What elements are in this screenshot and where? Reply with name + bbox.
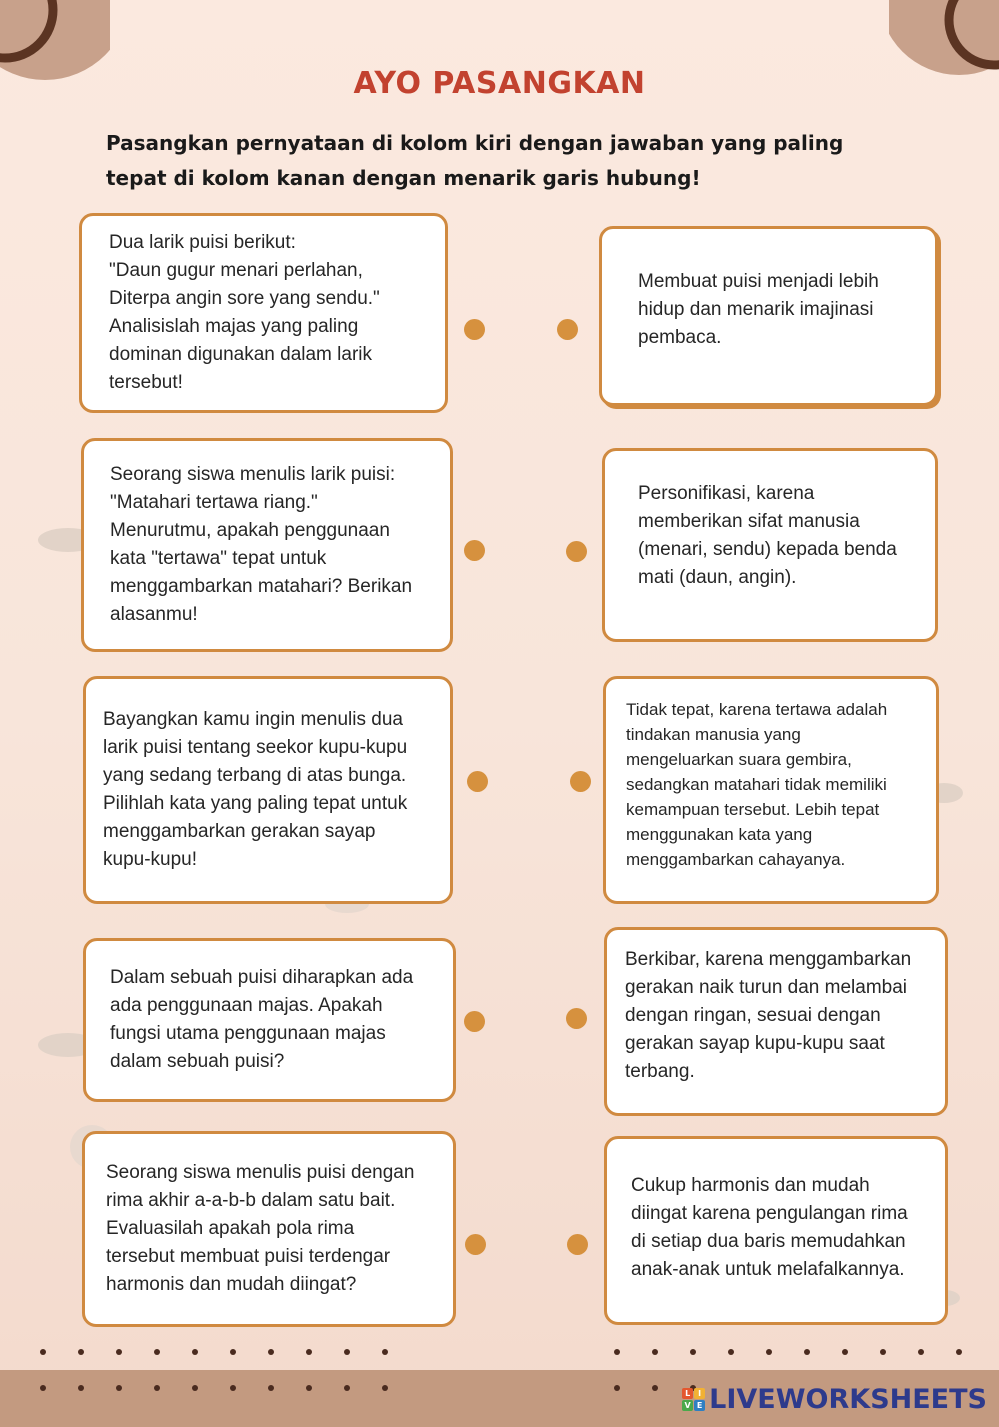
decor-dot	[306, 1385, 312, 1391]
decor-dot	[268, 1349, 274, 1355]
page-title: AYO PASANGKAN	[353, 66, 646, 101]
right-item-3[interactable]	[603, 676, 939, 904]
decor-dot	[690, 1349, 696, 1355]
decor-dot	[40, 1385, 46, 1391]
decor-dot	[154, 1385, 160, 1391]
decor-dot	[192, 1385, 198, 1391]
decor-dot	[652, 1349, 658, 1355]
decor-dot	[918, 1349, 924, 1355]
right-connector-dot-4[interactable]	[566, 1008, 587, 1029]
decor-dot	[230, 1349, 236, 1355]
decor-dot	[344, 1385, 350, 1391]
decor-dot	[382, 1349, 388, 1355]
decor-dot	[880, 1349, 886, 1355]
right-item-4[interactable]	[604, 927, 948, 1116]
left-connector-dot-1[interactable]	[464, 319, 485, 340]
brand-mark-letter: V	[682, 1400, 693, 1411]
left-connector-dot-2[interactable]	[464, 540, 485, 561]
decor-dot	[40, 1349, 46, 1355]
instruction-text: Pasangkan pernyataan di kolom kiri dengan jawaban yang paling tepat di kolom kanan dengan menarik garis hubung!	[106, 131, 844, 190]
left-item-3[interactable]	[83, 676, 453, 904]
brand-mark-letter: I	[694, 1388, 705, 1399]
liveworksheets-logo	[682, 1381, 987, 1417]
decor-dot	[116, 1385, 122, 1391]
decor-dot	[804, 1349, 810, 1355]
left-item-1[interactable]	[79, 213, 448, 413]
decor-dot	[614, 1385, 620, 1391]
right-connector-dot-1[interactable]	[557, 319, 578, 340]
right-connector-dot-5[interactable]	[567, 1234, 588, 1255]
brand-name: LIVEWORKSHEETS	[709, 1383, 987, 1415]
left-item-text: Dua larik puisi berikut: "Daun gugur menari perlahan, Diterpa angin sore yang sendu." Analisislah majas yang paling dominan digunakan dalam larik tersebut!	[109, 232, 380, 393]
decor-dot	[652, 1385, 658, 1391]
right-connector-dot-2[interactable]	[566, 541, 587, 562]
left-item-4[interactable]	[83, 938, 456, 1102]
decor-dot-row	[0, 1349, 999, 1355]
right-item-2[interactable]	[602, 448, 938, 642]
decor-dot	[728, 1349, 734, 1355]
decor-dot	[382, 1385, 388, 1391]
decor-dot	[192, 1349, 198, 1355]
right-item-text: Tidak tepat, karena tertawa adalah tindakan manusia yang mengeluarkan suara gembira, sedangkan matahari tidak memiliki kemampuan tersebut. Lebih tepat menggunakan kata yang menggambarkan cahayanya.	[626, 699, 888, 869]
left-connector-dot-5[interactable]	[465, 1234, 486, 1255]
decor-dot	[956, 1349, 962, 1355]
right-item-text: Cukup harmonis dan mudah diingat karena pengulangan rima di setiap dua baris memudahkan anak-anak untuk melafalkannya.	[631, 1174, 908, 1280]
brand-mark-letter: E	[694, 1400, 705, 1411]
left-item-text: Dalam sebuah puisi diharapkan ada ada penggunaan majas. Apakah fungsi utama penggunaan majas dalam sebuah puisi?	[110, 967, 414, 1072]
decor-dot	[614, 1349, 620, 1355]
right-item-text: Personifikasi, karena memberikan sifat manusia (menari, sendu) kepada benda mati (daun, angin).	[638, 483, 897, 588]
decor-dot	[116, 1349, 122, 1355]
decor-dot	[78, 1349, 84, 1355]
decor-dot	[230, 1385, 236, 1391]
right-connector-dot-3[interactable]	[570, 771, 591, 792]
left-item-5[interactable]	[82, 1131, 456, 1327]
left-item-text: Seorang siswa menulis larik puisi: "Matahari tertawa riang." Menurutmu, apakah penggunaan kata "tertawa" tepat untuk menggambarkan matahari? Berikan alasanmu!	[110, 464, 413, 625]
decor-dot	[154, 1349, 160, 1355]
decor-dot	[842, 1349, 848, 1355]
right-item-5[interactable]	[604, 1136, 948, 1325]
brand-mark-letter: L	[682, 1388, 693, 1399]
decor-dot	[78, 1385, 84, 1391]
decor-dot	[344, 1349, 350, 1355]
right-item-text: Berkibar, karena menggambarkan gerakan naik turun dan melambai dengan ringan, sesuai dengan gerakan sayap kupu-kupu saat terbang.	[625, 948, 912, 1082]
decor-dot	[306, 1349, 312, 1355]
left-connector-dot-3[interactable]	[467, 771, 488, 792]
decor-dot	[766, 1349, 772, 1355]
left-item-2[interactable]	[81, 438, 453, 652]
left-item-text: Seorang siswa menulis puisi dengan rima akhir a-a-b-b dalam satu bait. Evaluasilah apakah pola rima tersebut membuat puisi terdengar harmonis dan mudah diingat?	[106, 1162, 415, 1295]
brand-mark-icon	[682, 1388, 705, 1411]
left-connector-dot-4[interactable]	[464, 1011, 485, 1032]
right-item-1[interactable]	[599, 226, 938, 406]
right-item-text: Membuat puisi menjadi lebih hidup dan menarik imajinasi pembaca.	[638, 271, 879, 348]
decor-dot	[268, 1385, 274, 1391]
left-item-text: Bayangkan kamu ingin menulis dua larik puisi tentang seekor kupu-kupu yang sedang terbang di atas bunga. Pilihlah kata yang paling tepat untuk menggambarkan gerakan sayap kupu-kupu!	[103, 709, 408, 870]
